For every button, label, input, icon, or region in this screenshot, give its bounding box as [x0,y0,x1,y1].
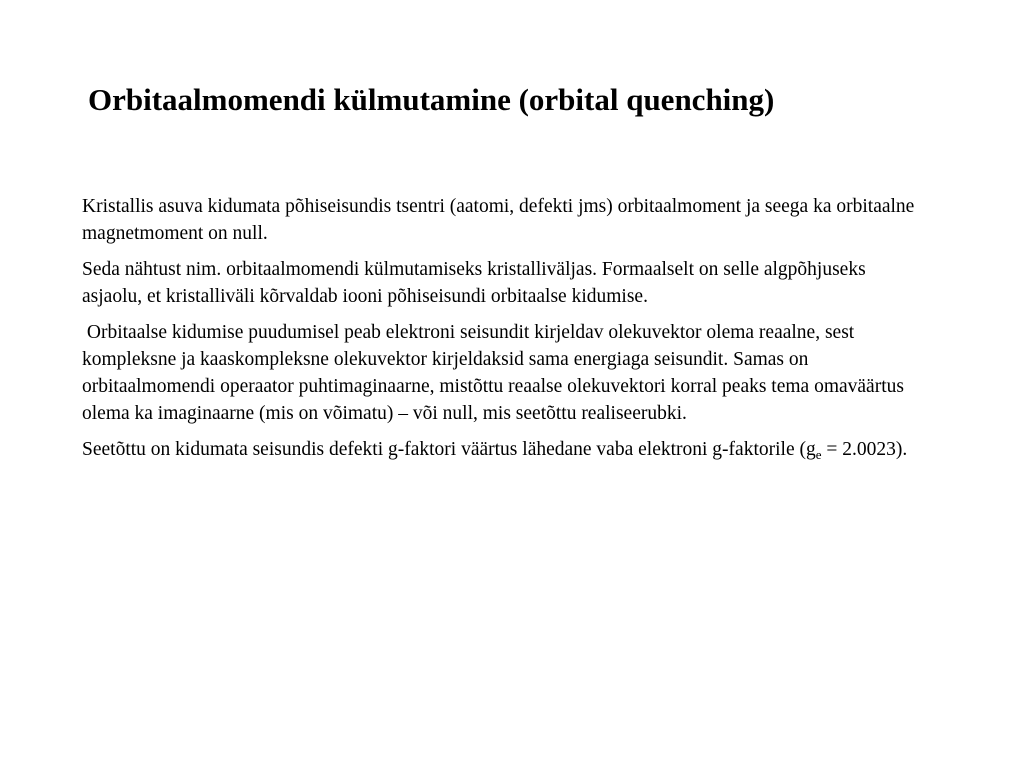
paragraph-4 [82,436,932,463]
slide-title: Orbitaalmomendi külmutamine (orbital quenching) [88,82,775,117]
paragraph-4-text-before: Seetõttu on kidumata seisundis defekti g-faktori väärtus lähedane vaba elektroni g-faktorile (g [82,439,816,460]
paragraph-3: Orbitaalse kidumise puudumisel peab elektroni seisundit kirjeldav olekuvektor olema reaalne, sest kompleksne ja kaaskompleksne olekuvektor kirjeldaksid sama energiaga seisundit. Samas on orbitaalmomendi operaator puhtimaginaarne, mistõttu reaalse olekuvektori korral peaks tema omaväärtus olema ka imaginaarne (mis on võimatu) – või null, mis seetõttu realiseerubki. [82,322,909,424]
paragraph-4-text-after: = 2.0023). [821,439,908,460]
paragraph-2: Seda nähtust nim. orbitaalmomendi külmutamiseks kristalliväljas. Formaalselt on selle algpõhjuseks asjaolu, et kristalliväli kõrvaldab iooni põhiseisundi orbitaalse kidumise. [82,259,876,307]
slide-body [82,193,932,472]
g-subscript: e [815,447,822,462]
paragraph-1: Kristallis asuva kidumata põhiseisundis tsentri (aatomi, defekti jms) orbitaalmoment ja seega ka orbitaalne magnetmoment on null. [82,196,915,244]
